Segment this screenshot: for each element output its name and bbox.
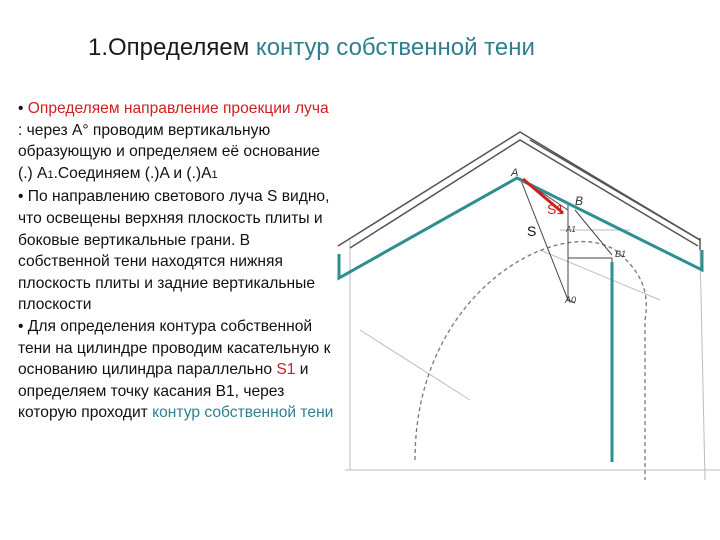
bullet: • xyxy=(18,100,28,117)
bullet: • xyxy=(18,317,28,335)
text-run: контур собственной тени xyxy=(152,404,334,422)
text-run: и определяем точку касания B1, через которую проходит xyxy=(18,361,309,422)
body-text xyxy=(18,98,336,424)
paragraph-1 xyxy=(18,98,336,186)
label-s: S xyxy=(527,223,537,239)
text-run: Определяем направление проекции луча xyxy=(27,100,329,117)
label-a0: A0 xyxy=(565,295,577,305)
label-s1: S1 xyxy=(547,201,565,217)
paragraph-2 xyxy=(18,186,336,316)
slide-title xyxy=(88,34,535,62)
text-run: По направлению светового луча S видно, что освещены верхняя плоскость плиты и боковые вертикальные грани. В собственной тени находятся нижняя плоскость плиты и задние вертикальные плоскости xyxy=(18,188,330,314)
label-a: A xyxy=(511,167,519,179)
text-run: S1 xyxy=(276,361,296,379)
subscript: 1 xyxy=(47,168,54,181)
label-a1: A1 xyxy=(566,225,576,234)
bullet: • xyxy=(18,188,28,206)
sketch-lines xyxy=(345,230,720,480)
slab-edges xyxy=(338,132,700,250)
text-run: .Соединяем (.)A и (.)A xyxy=(53,164,212,182)
title-prefix: 1.Определяем xyxy=(88,34,256,61)
construction-lines xyxy=(520,178,612,303)
title-highlight: контур собственной тени xyxy=(255,34,535,61)
text-run: Для определения контура собственной тени на цилиндре проводим касательную к основанию цилиндра параллельно xyxy=(18,317,331,379)
subscript: 1 xyxy=(211,168,218,181)
construction-drawing xyxy=(330,90,720,540)
label-b: B xyxy=(575,194,584,208)
text-run: : через A° проводим вертикальную образующую и определяем её основание (.) A xyxy=(18,121,320,182)
label-b1: B1 xyxy=(615,249,627,259)
paragraph-3 xyxy=(18,316,336,424)
